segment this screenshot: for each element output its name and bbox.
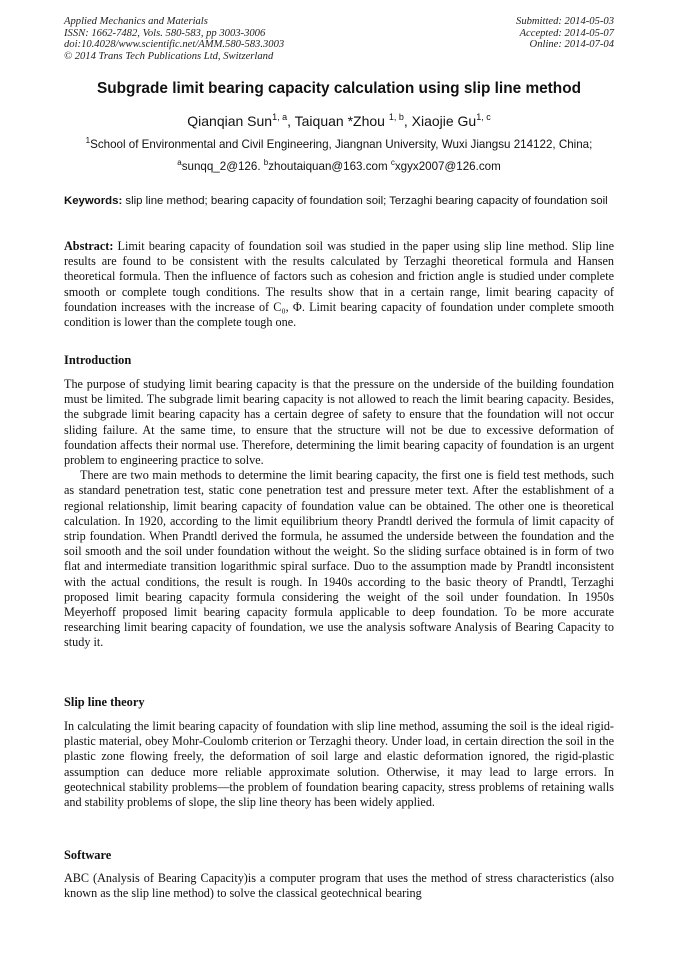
author-name: Taiquan *Zhou [294,113,389,129]
author-name: Xiaojie Gu [411,113,477,129]
abstract-paragraph [64,239,614,330]
paper-title: Subgrade limit bearing capacity calculation using slip line method [96,80,582,97]
submitted-date: Submitted: 2014-05-03 [516,16,614,27]
section-heading-slip-line-theory: Slip line theory [64,695,145,709]
keywords-label: Keywords: [64,195,123,207]
author-affiliation-mark: 1, c [476,112,491,122]
accepted-date: Accepted: 2014-05-07 [519,27,614,39]
section-heading-software: Software [64,848,112,862]
slip-line-body [64,719,614,810]
abstract-label: Abstract: [64,239,114,253]
journal-info [64,16,284,62]
author-emails [40,160,638,173]
email-c: xgyx2007@126.com [394,160,501,173]
section-heading-introduction: Introduction [64,353,132,367]
software-body [64,871,614,901]
introduction-body [64,377,614,651]
author-name: Qianqian Sun [187,113,273,129]
email-a: sunqq_2@126. [181,160,264,173]
author-affiliation-mark: 1, b [388,112,404,122]
journal-doi: doi:10.4028/www.scientific.net/AMM.580-583.3003 [64,39,285,50]
paragraph: There are two main methods to determine the limit bearing capacity, the first one is field test methods, such as standard penetration test, static cone penetration test and pressure meter text. After the establishment of a regional relationship, limit bearing capacity of foundation value can be obtained. The other one is theoretical calculation. In 1920, according to the limit equilibrium theory Prandtl derived the formula of limit capacity of strip foundation. When Prandtl derived the formula, he assumed the underside between the foundation and the soil smooth and the soil under foundation without the weight. So the sliding surface obtained is in form of two flat and intermediate transition logarithmic spiral surface. Duo to the assumption made by Prandtl inconsistent with the actual conditions, the result is rough. In 1940s according to the basic theory of Prandtl, Terzaghi proposed limit bearing capacity formula considering the weight of the soil under foundation. In 1950s Meyerhoff proposed limit bearing capacity formula applicable to deep foundation. To be more accurate researching limit bearing capacity of foundation, we use the analysis software Analysis of Bearing Capacity to study it. [64,468,614,650]
journal-name: Applied Mechanics and Materials [64,16,208,27]
author-separator: , [287,113,295,129]
paragraph: The purpose of studying limit bearing capacity is that the pressure on the underside of the building foundation must be limited. The subgrade limit bearing capacity is not allowed to reach the limit bearing capacity. Besides, the subgrade limit bearing capacity has a certain degree of safety to ensure that the foundation will not occur sliding failure. At the same time, to ensure that the structure will not be due to excessive deformation of foundation affects their normal use. Therefore, determining the limit bearing capacity of foundation is an urgent problem to engineering practice to solve. [64,377,614,468]
keywords [64,195,614,208]
affiliation [20,138,658,151]
journal-copyright: © 2014 Trans Tech Publications Ltd, Switzerland [64,50,274,62]
author-list [40,113,638,129]
journal-issn: ISSN: 1662-7482, Vols. 580-583, pp 3003-3006 [64,27,266,39]
paragraph: In calculating the limit bearing capacity of foundation with slip line method, assuming the soil is the ideal rigid-plastic material, obey Mohr-Coulomb criterion or Terzaghi theory. Under load, in certain direction the soil in the plastic zone flowing freely, the deformation of soil large and elastic deformation ignored, the rigid-plastic assumption can deduce more reliable approximate solution. Otherwise, it may lead to large errors. In geotechnical stability problems—the problem of foundation bearing capacity, stress problems of retaining walls and stability problems of slope, the slip line theory has been widely applied. [64,719,614,810]
email-mark-c: c [390,158,395,167]
author-affiliation-mark: 1, a [272,112,288,122]
affiliation-mark: 1 [85,136,91,145]
submission-dates [516,16,614,51]
email-mark-a: a [177,158,182,167]
abstract-text: Limit bearing capacity of foundation soil was studied in the paper using slip line method. Slip line results are found to be consistent with the results calculated by Terzaghi theoretical formula and Hansen theoretical formula. Then the influence of factors such as cohesion and friction angle is studied under complete smooth or complete tough conditions. The results show that in a certain range, limit bearing capacity of foundation increases with the increase of C₀, Φ. Limit bearing capacity of foundation under complete smooth condition is lower than the complete tough one. [64,239,614,330]
affiliation-text: School of Environmental and Civil Engineering, Jiangnan University, Wuxi Jiangsu 214122, China; [90,138,593,151]
online-date: Online: 2014-07-04 [529,39,614,50]
email-b: zhoutaiquan@163.com [268,160,391,173]
abstract [64,239,614,330]
email-mark-b: b [263,158,269,167]
author-separator: , [403,113,412,129]
paragraph: ABC (Analysis of Bearing Capacity)is a computer program that uses the method of stress characteristics (also known as the slip line method) to solve the classical geotechnical bearing [64,871,614,901]
keywords-text: slip line method; bearing capacity of foundation soil; Terzaghi bearing capacity of foundation soil [122,195,608,207]
